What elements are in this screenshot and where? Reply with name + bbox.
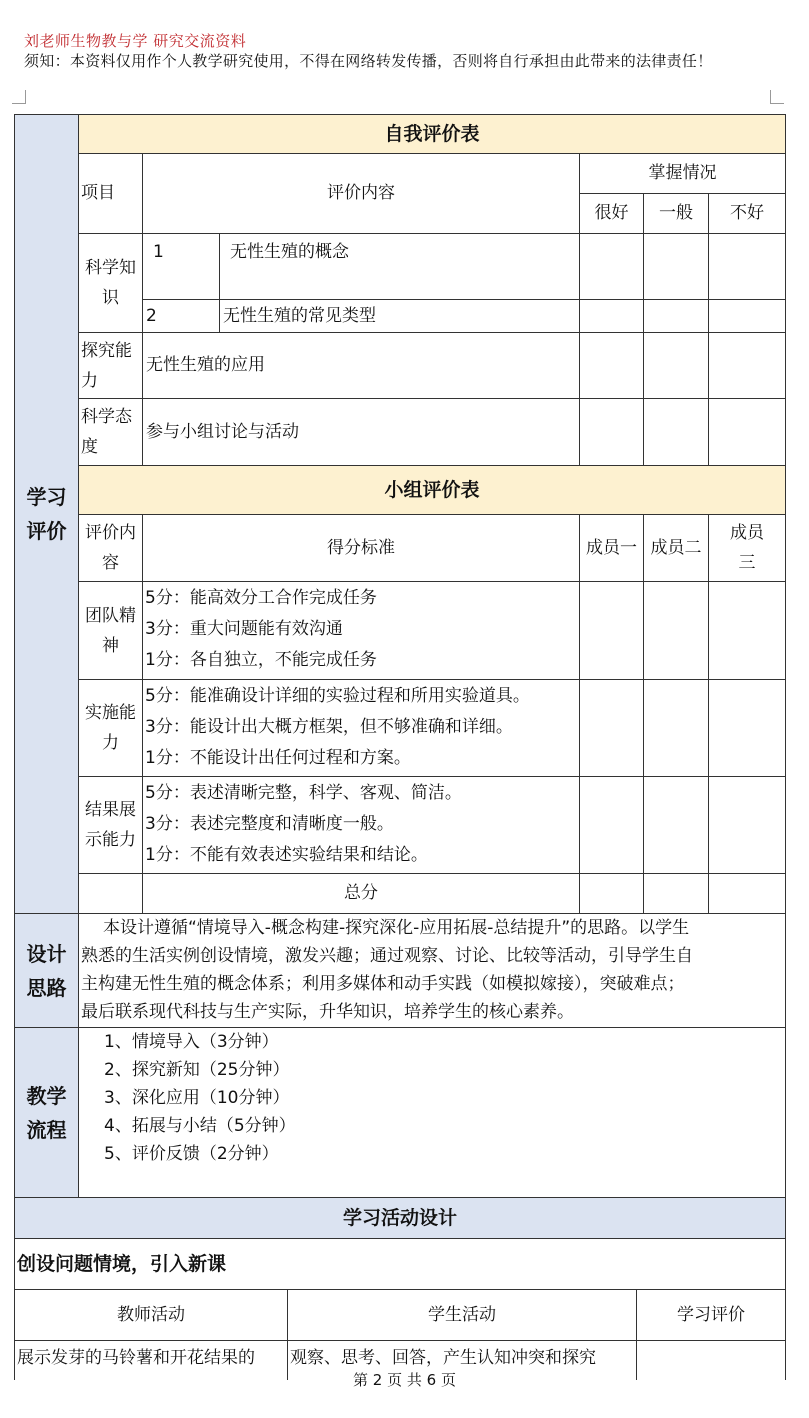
flow-step: 5、评价反馈（2分钟） bbox=[104, 1144, 279, 1164]
group-eval-category: 结果展示能力 bbox=[78, 776, 143, 874]
group-eval-category: 实施能力 bbox=[78, 679, 143, 777]
rating-cell[interactable] bbox=[579, 233, 644, 300]
rating-cell[interactable] bbox=[643, 299, 709, 333]
side-label-teaching-flow: 教学 流程 bbox=[14, 1027, 79, 1198]
score-cell[interactable] bbox=[708, 581, 786, 680]
group-col-standard-header: 得分标准 bbox=[142, 514, 580, 582]
side-label-learning-eval: 学习 评价 bbox=[14, 114, 79, 914]
score-cell[interactable] bbox=[643, 679, 709, 777]
score-cell[interactable] bbox=[643, 776, 709, 874]
score-cell[interactable] bbox=[579, 679, 644, 777]
total-score-cell[interactable] bbox=[708, 873, 786, 914]
col-student-activity: 学生活动 bbox=[287, 1289, 637, 1341]
member-1-header: 成员一 bbox=[579, 514, 644, 582]
flow-step: 1、情境导入（3分钟） bbox=[104, 1032, 279, 1052]
score-criteria: 5分：能高效分工合作完成任务 3分：重大问题能有效沟通 1分：各自独立，不能完成任务 bbox=[142, 581, 580, 680]
score-criteria: 5分：能准确设计详细的实验过程和所用实验道具。 3分：能设计出大概方框架，但不够准确和详细。 1分：不能设计出任何过程和方案。 bbox=[142, 679, 580, 777]
rating-cell[interactable] bbox=[708, 233, 786, 300]
side-label-design-idea: 设计 思路 bbox=[14, 913, 79, 1028]
design-idea-text: 本设计遵循“情境导入-概念构建-探究深化-应用拓展-总结提升”的思路。以学生 熟悉的生活实例创设情境，激发兴趣；通过观察、讨论、比较等活动，引导学生自 主构建无性生殖的概念体系；利用多媒体和动手实践（如模拟嫁接），突破难点； 最后联系现代科技与生产实际，升华知识，培养学生的核心素养。 bbox=[78, 913, 786, 1028]
student-activity-cell: 观察、思考、回答，产生认知冲突和探究 bbox=[287, 1340, 637, 1380]
section-heading: 创设问题情境，引入新课 bbox=[14, 1238, 786, 1290]
self-eval-content: 参与小组讨论与活动 bbox=[142, 398, 580, 466]
col-mastery-header: 掌握情况 bbox=[579, 153, 786, 194]
rating-cell[interactable] bbox=[643, 332, 709, 399]
row-number: 1 bbox=[142, 233, 220, 300]
self-eval-content: 无性生殖的常见类型 bbox=[219, 299, 580, 333]
col-learning-eval: 学习评价 bbox=[636, 1289, 786, 1341]
level-poor: 不好 bbox=[708, 193, 786, 234]
score-criteria: 5分：表述清晰完整，科学、客观、简洁。 3分：表述完整度和清晰度一般。 1分：不能有效表述实验结果和结论。 bbox=[142, 776, 580, 874]
score-cell[interactable] bbox=[579, 581, 644, 680]
col-teacher-activity: 教师活动 bbox=[14, 1289, 288, 1341]
score-cell[interactable] bbox=[579, 776, 644, 874]
col-item-header: 项目 bbox=[78, 153, 143, 234]
teaching-flow-list bbox=[78, 1027, 786, 1198]
col-content-header: 评价内容 bbox=[142, 153, 580, 234]
member-3-header: 成员三 bbox=[708, 514, 786, 582]
teacher-activity-cell: 展示发芽的马铃薯和开花结果的 bbox=[14, 1340, 288, 1380]
page-number: 第 2 页 共 6 页 bbox=[353, 1371, 456, 1389]
group-eval-category: 团队精神 bbox=[78, 581, 143, 680]
total-score-cell[interactable] bbox=[643, 873, 709, 914]
rating-cell[interactable] bbox=[579, 299, 644, 333]
self-eval-category: 科学态度 bbox=[78, 398, 143, 466]
flow-step: 2、探究新知（25分钟） bbox=[104, 1060, 290, 1080]
rating-cell[interactable] bbox=[708, 332, 786, 399]
total-score-cell[interactable] bbox=[579, 873, 644, 914]
self-eval-category: 探究能力 bbox=[78, 332, 143, 399]
flow-step: 4、拓展与小结（5分钟） bbox=[104, 1116, 296, 1136]
rating-cell[interactable] bbox=[579, 398, 644, 466]
self-eval-content: 无性生殖的概念 bbox=[219, 233, 580, 300]
member-2-header: 成员二 bbox=[643, 514, 709, 582]
row-number: 2 bbox=[142, 299, 220, 333]
rating-cell[interactable] bbox=[643, 233, 709, 300]
self-eval-content: 无性生殖的应用 bbox=[142, 332, 580, 399]
rating-cell[interactable] bbox=[708, 398, 786, 466]
flow-step: 3、深化应用（10分钟） bbox=[104, 1088, 290, 1108]
group-col-content-header: 评价内容 bbox=[78, 514, 143, 582]
activity-design-title: 学习活动设计 bbox=[14, 1197, 786, 1239]
self-eval-category: 科学知识 bbox=[78, 233, 143, 333]
source-title: 刘老师生物教与学 研究交流资料 bbox=[24, 32, 247, 50]
rating-cell[interactable] bbox=[708, 299, 786, 333]
rating-cell[interactable] bbox=[643, 398, 709, 466]
level-very-good: 很好 bbox=[579, 193, 644, 234]
copyright-notice: 须知：本资料仅用作个人教学研究使用，不得在网络转发传播，否则将自行承担由此带来的法律责任！ bbox=[24, 52, 713, 70]
score-cell[interactable] bbox=[643, 581, 709, 680]
crop-mark-right bbox=[770, 90, 784, 104]
rating-cell[interactable] bbox=[579, 332, 644, 399]
total-label: 总分 bbox=[142, 873, 580, 914]
group-eval-title: 小组评价表 bbox=[78, 465, 786, 515]
self-eval-title: 自我评价表 bbox=[78, 114, 786, 154]
score-cell[interactable] bbox=[708, 679, 786, 777]
score-cell[interactable] bbox=[708, 776, 786, 874]
level-average: 一般 bbox=[643, 193, 709, 234]
crop-mark-left bbox=[12, 90, 26, 104]
total-blank bbox=[78, 873, 143, 914]
